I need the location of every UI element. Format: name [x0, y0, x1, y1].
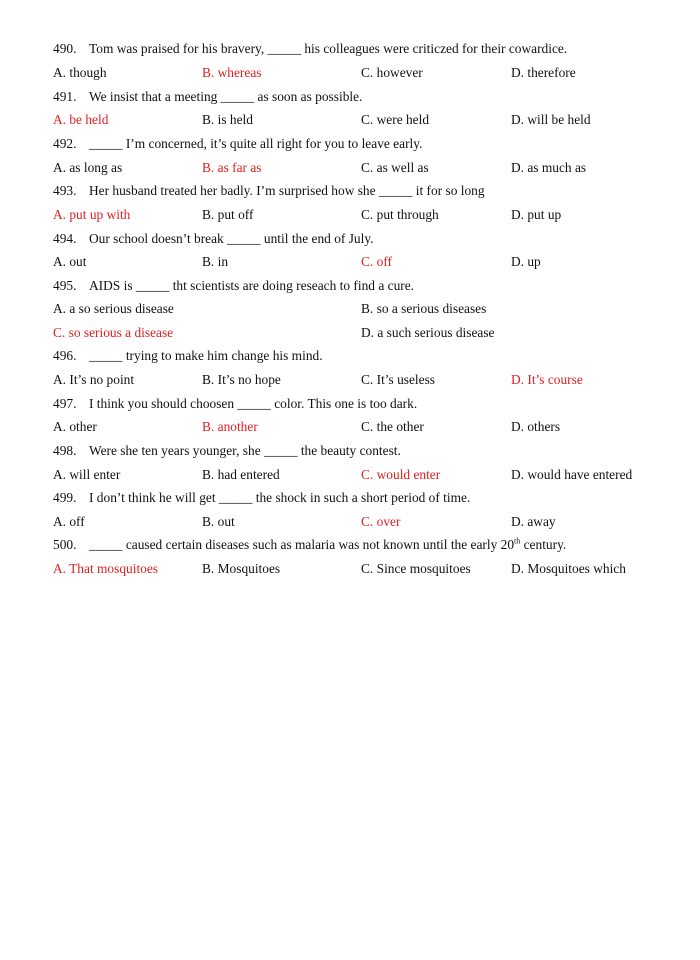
options-499 — [0, 514, 700, 530]
question-number: 490. — [53, 41, 77, 56]
question-text: I don’t think he will get _____ the shock in such a short period of time. — [89, 490, 471, 505]
option-a: A. out — [53, 254, 87, 269]
option-a: A. a so serious disease — [53, 301, 174, 316]
option-d: D. would have entered — [511, 467, 633, 482]
options-494 — [0, 254, 700, 270]
options-492 — [0, 160, 700, 176]
question-text: _____ trying to make him change his mind. — [89, 348, 323, 363]
option-d: D. as much as — [511, 160, 587, 175]
question-500 — [53, 537, 673, 553]
option-c-correct: C. would enter — [361, 467, 441, 482]
option-c: C. the other — [361, 419, 424, 434]
option-a: A. though — [53, 65, 107, 80]
options-497 — [0, 419, 700, 435]
question-text: Tom was praised for his bravery, _____ his colleagues were criticzed for their cowardice. — [89, 41, 568, 56]
question-495 — [53, 278, 673, 294]
option-b: B. in — [202, 254, 229, 269]
question-text: _____ caused certain diseases such as malaria was not known until the early 20 — [89, 537, 515, 552]
option-c-correct: C. so serious a disease — [53, 325, 174, 340]
option-d: D. therefore — [511, 65, 576, 80]
question-number: 499. — [53, 490, 77, 505]
question-number: 494. — [53, 231, 77, 246]
options-493 — [0, 207, 700, 223]
option-c: C. as well as — [361, 160, 429, 175]
question-text: Our school doesn’t break _____ until the end of July. — [89, 231, 374, 246]
question-text: I think you should choosen _____ color. This one is too dark. — [89, 396, 418, 411]
question-text: Were she ten years younger, she _____ the beauty contest. — [89, 443, 401, 458]
option-a-correct: A. That mosquitoes — [53, 561, 159, 576]
option-c: C. put through — [361, 207, 439, 222]
options-491 — [0, 112, 700, 128]
option-a: A. will enter — [53, 467, 121, 482]
option-b-correct: B. as far as — [202, 160, 262, 175]
question-number: 496. — [53, 348, 77, 363]
option-d: D. others — [511, 419, 561, 434]
options-495-row2 — [0, 325, 700, 341]
option-d: D. a such serious disease — [361, 325, 495, 340]
option-a: A. off — [53, 514, 85, 529]
option-c: C. Since mosquitoes — [361, 561, 471, 576]
option-d: D. Mosquitoes which — [511, 561, 626, 576]
option-c-correct: C. over — [361, 514, 401, 529]
question-492 — [53, 136, 673, 152]
option-c: C. however — [361, 65, 423, 80]
option-d: D. away — [511, 514, 556, 529]
options-490 — [0, 65, 700, 81]
option-b: B. Mosquitoes — [202, 561, 281, 576]
options-495-row1 — [0, 301, 700, 317]
question-494 — [53, 231, 673, 247]
options-496 — [0, 372, 700, 388]
option-b: B. put off — [202, 207, 254, 222]
option-a: A. It’s no point — [53, 372, 135, 387]
superscript: th — [514, 536, 521, 546]
question-text: We insist that a meeting _____ as soon as possible. — [89, 89, 363, 104]
options-498 — [0, 467, 700, 483]
option-d: D. will be held — [511, 112, 591, 127]
question-number: 500. — [53, 537, 77, 552]
options-500 — [0, 561, 700, 577]
question-number: 495. — [53, 278, 77, 293]
option-a: A. as long as — [53, 160, 123, 175]
option-b: B. had entered — [202, 467, 280, 482]
question-number: 498. — [53, 443, 77, 458]
question-493 — [53, 183, 673, 199]
question-496 — [53, 348, 673, 364]
option-d: D. up — [511, 254, 541, 269]
option-c: C. were held — [361, 112, 430, 127]
question-text-end: century. — [520, 537, 567, 552]
question-text: Her husband treated her badly. I’m surprised how she _____ it for so long — [89, 183, 485, 198]
question-text: AIDS is _____ tht scientists are doing reseach to find a cure. — [89, 278, 415, 293]
question-498 — [53, 443, 673, 459]
option-b-correct: B. whereas — [202, 65, 262, 80]
option-b: B. out — [202, 514, 235, 529]
question-491 — [53, 89, 673, 105]
question-490 — [53, 41, 673, 57]
option-d: D. put up — [511, 207, 562, 222]
option-d-correct: D. It’s course — [511, 372, 583, 387]
option-b: B. so a serious diseases — [361, 301, 487, 316]
option-a-correct: A. put up with — [53, 207, 131, 222]
option-c-correct: C. off — [361, 254, 392, 269]
question-text: _____ I’m concerned, it’s quite all right for you to leave early. — [89, 136, 423, 151]
question-499 — [53, 490, 673, 506]
option-c: C. It’s useless — [361, 372, 436, 387]
question-497 — [53, 396, 673, 412]
question-number: 493. — [53, 183, 77, 198]
option-a-correct: A. be held — [53, 112, 109, 127]
option-b: B. is held — [202, 112, 253, 127]
question-number: 497. — [53, 396, 77, 411]
question-number: 492. — [53, 136, 77, 151]
option-b: B. It’s no hope — [202, 372, 281, 387]
question-number: 491. — [53, 89, 77, 104]
option-a: A. other — [53, 419, 97, 434]
option-b-correct: B. another — [202, 419, 258, 434]
